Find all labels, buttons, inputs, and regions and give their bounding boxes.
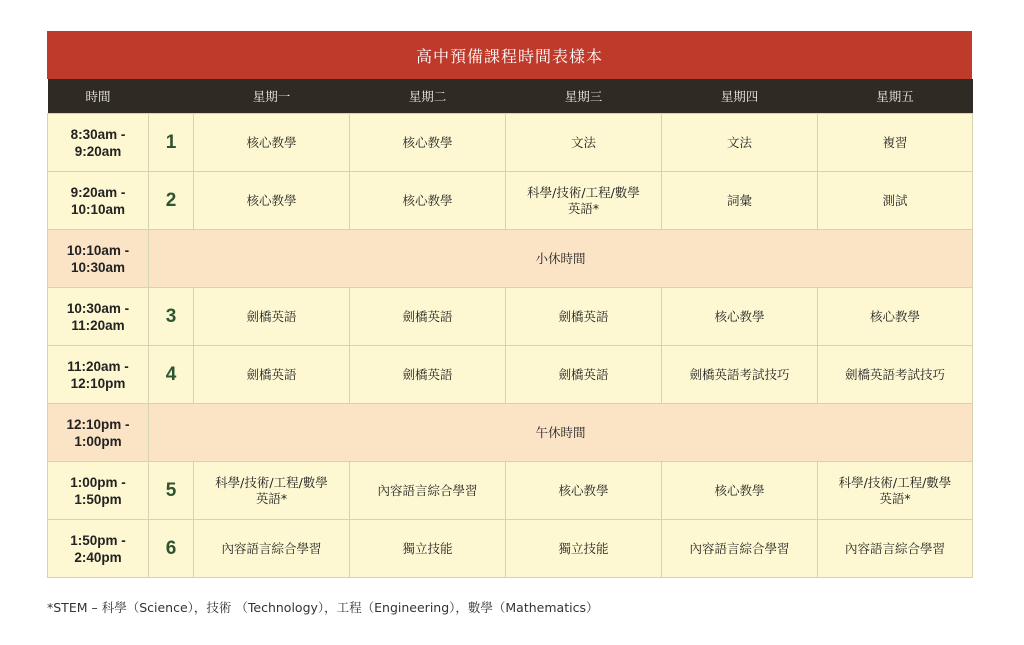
subject-cell: [194, 172, 350, 230]
subject-cell: [506, 114, 662, 172]
subject-cell: [506, 172, 662, 230]
subject-text: 獨立技能: [402, 540, 453, 556]
period-number: 1: [149, 114, 194, 172]
subject-cell: [350, 288, 506, 346]
time-end: 10:30am: [70, 259, 126, 275]
subject-cell: [818, 172, 973, 230]
timetable-title: 高中預備課程時間表樣本: [47, 31, 972, 79]
subject-cell: [350, 462, 506, 520]
time-end: 11:20am: [71, 317, 125, 333]
time-start: 11:20am -: [67, 358, 129, 374]
subject-text: 獨立技能: [558, 540, 609, 556]
subject-cell: [818, 462, 973, 520]
subject-text: 核心教學: [402, 134, 453, 150]
subject-cell: [350, 114, 506, 172]
period-number: 3: [149, 288, 194, 346]
subject-cell: [662, 520, 818, 578]
subject-cell: [662, 114, 818, 172]
time-cell: [48, 346, 149, 404]
subject-text: 核心教學: [246, 134, 297, 150]
break-row: [48, 230, 973, 288]
break-label: 小休時間: [149, 230, 973, 288]
subject-text: 英語*: [567, 200, 600, 216]
header-period: [149, 79, 194, 114]
subject-cell: [194, 462, 350, 520]
time-cell: [48, 114, 149, 172]
time-cell: [48, 404, 149, 462]
subject-cell: [350, 346, 506, 404]
subject-text: 核心教學: [402, 192, 453, 208]
subject-text: 劍橋英語考試技巧: [689, 366, 790, 382]
subject-text: 核心教學: [558, 482, 609, 498]
table-row: [48, 520, 973, 578]
subject-cell: [194, 520, 350, 578]
subject-cell: [662, 288, 818, 346]
time-end: 1:00pm: [74, 433, 122, 449]
time-end: 9:20am: [74, 143, 122, 159]
break-row: [48, 404, 973, 462]
time-end: 10:10am: [70, 201, 126, 217]
footnote: *STEM – 科學（Science），技術 （Technology），工程（Engineering），數學（Mathematics）: [47, 600, 599, 615]
header-day: 星期一: [194, 79, 350, 114]
time-start: 1:00pm -: [70, 474, 126, 490]
time-cell: [48, 230, 149, 288]
subject-cell: [662, 462, 818, 520]
subject-cell: [818, 288, 973, 346]
subject-text: 劍橋英語: [402, 366, 453, 382]
period-number: 5: [149, 462, 194, 520]
subject-text: 英語*: [879, 490, 911, 506]
subject-cell: [506, 462, 662, 520]
subject-text: 科學/技術/工程/數學: [838, 474, 952, 490]
subject-text: 複習: [882, 134, 908, 150]
table-row: [48, 114, 973, 172]
subject-cell: [662, 172, 818, 230]
subject-cell: [506, 520, 662, 578]
subject-text: 文法: [570, 134, 596, 150]
table-row: [48, 462, 973, 520]
subject-text: 核心教學: [714, 482, 765, 498]
period-number: 2: [149, 172, 194, 230]
subject-cell: [350, 520, 506, 578]
timetable: [47, 31, 972, 578]
time-cell: [48, 172, 149, 230]
table-row: [48, 346, 973, 404]
table-row: [48, 288, 973, 346]
subject-cell: [350, 172, 506, 230]
subject-cell: [662, 346, 818, 404]
subject-cell: [506, 346, 662, 404]
subject-text: 內容語言綜合學習: [689, 540, 790, 556]
subject-text: 核心教學: [714, 308, 765, 324]
subject-text: 科學/技術/工程/數學: [215, 474, 328, 490]
subject-text: 內容語言綜合學習: [844, 540, 945, 556]
subject-text: 測試: [882, 192, 908, 208]
subject-text: 劍橋英語考試技巧: [844, 366, 945, 382]
time-start: 10:30am -: [66, 300, 130, 316]
table-row: [48, 172, 973, 230]
subject-text: 科學/技術/工程/數學: [527, 184, 640, 200]
schedule-table: [47, 79, 973, 578]
subject-text: 劍橋英語: [558, 366, 609, 382]
subject-cell: [818, 114, 973, 172]
time-start: 1:50pm -: [70, 532, 126, 548]
subject-text: 內容語言綜合學習: [377, 482, 478, 498]
subject-cell: [818, 346, 973, 404]
header-day: 星期五: [818, 79, 973, 114]
time-end: 1:50pm: [74, 491, 122, 507]
time-end: 12:10pm: [70, 375, 126, 391]
header-time: 時間: [48, 79, 149, 114]
time-start: 8:30am -: [70, 126, 126, 142]
subject-cell: [194, 346, 350, 404]
header-day: 星期四: [662, 79, 818, 114]
subject-text: 核心教學: [869, 308, 920, 324]
subject-cell: [818, 520, 973, 578]
header-day: 星期三: [506, 79, 662, 114]
subject-text: 劍橋英語: [246, 308, 297, 324]
subject-text: 內容語言綜合學習: [221, 540, 322, 556]
time-cell: [48, 462, 149, 520]
time-start: 12:10pm -: [66, 416, 130, 432]
subject-cell: [194, 114, 350, 172]
subject-text: 詞彙: [726, 192, 752, 208]
subject-text: 文法: [726, 134, 752, 150]
header-day: 星期二: [350, 79, 506, 114]
time-start: 9:20am -: [70, 184, 126, 200]
time-end: 2:40pm: [74, 549, 122, 565]
subject-text: 核心教學: [246, 192, 297, 208]
subject-cell: [194, 288, 350, 346]
subject-text: 劍橋英語: [402, 308, 453, 324]
time-cell: [48, 288, 149, 346]
subject-text: 劍橋英語: [558, 308, 609, 324]
period-number: 4: [149, 346, 194, 404]
header-row: [48, 79, 973, 114]
time-cell: [48, 520, 149, 578]
subject-text: 英語*: [255, 490, 288, 506]
break-label: 午休時間: [149, 404, 973, 462]
time-start: 10:10am -: [66, 242, 130, 258]
period-number: 6: [149, 520, 194, 578]
subject-cell: [506, 288, 662, 346]
subject-text: 劍橋英語: [246, 366, 297, 382]
